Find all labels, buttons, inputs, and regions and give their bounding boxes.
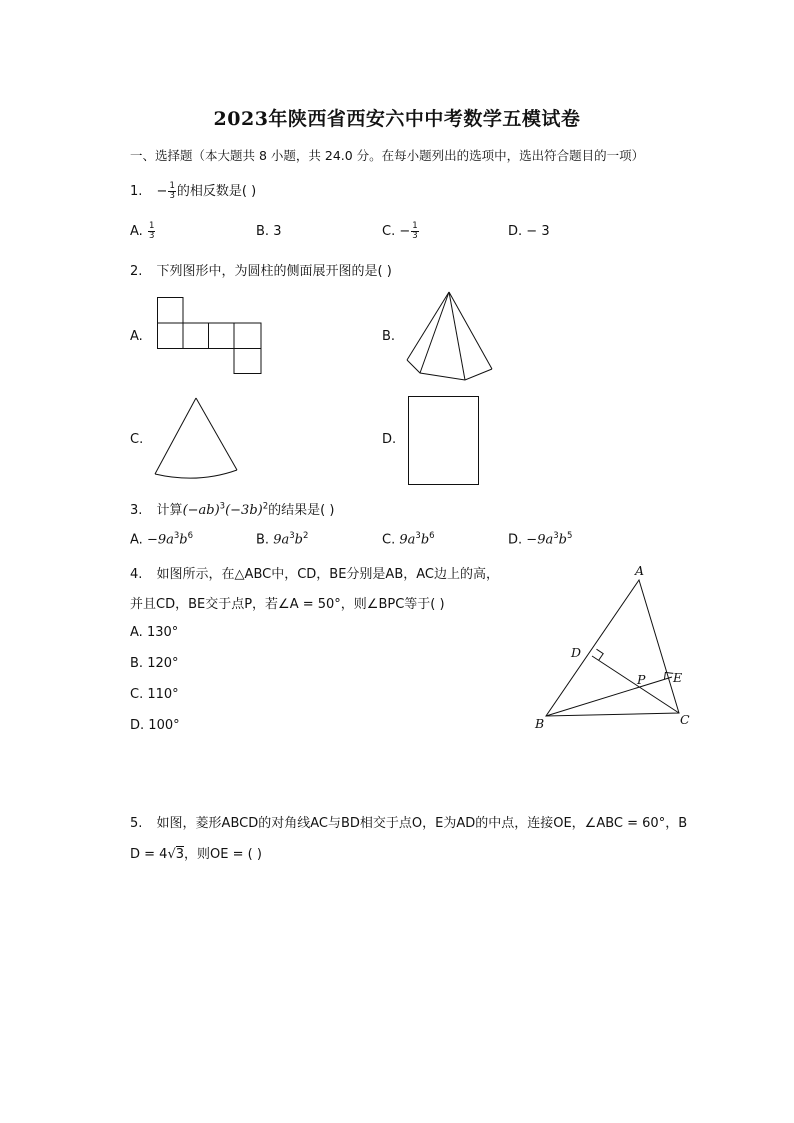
q3-option-a[interactable]: A. $-9a^3b^6$ bbox=[130, 531, 194, 548]
pyramid-net-figure bbox=[405, 290, 495, 382]
page-title: 2023年陕西省西安六中中考数学五模试卷 bbox=[213, 108, 581, 130]
q2-option-c[interactable]: C. bbox=[130, 432, 144, 447]
q2-option-a[interactable]: A. bbox=[130, 329, 143, 344]
question-4-line1: 如图所示，在△ABC中，CD，BE分别是AB，AC边上的高， bbox=[156, 567, 499, 582]
question-1-text: 的相反数是( ) bbox=[176, 184, 257, 199]
vertex-label-d: D bbox=[571, 645, 582, 660]
question-3-text-post: 的结果是( ) bbox=[268, 503, 335, 518]
vertex-label-a: A bbox=[635, 563, 645, 578]
q1-option-c[interactable]: C. − $\frac{1}{3}$ bbox=[382, 221, 418, 241]
q1-option-a[interactable]: A. $\frac{1}{3}$ bbox=[130, 221, 155, 241]
q4-option-d[interactable]: D. 100° bbox=[130, 718, 180, 733]
question-number: 1. bbox=[130, 184, 143, 199]
question-1 bbox=[130, 180, 256, 201]
q2-option-d[interactable]: D. bbox=[382, 432, 397, 447]
section-heading: 一、选择题（本大题共 8 小题，共 24.0 分。在每小题列出的选项中，选出符合题目的一项） bbox=[130, 148, 645, 163]
rectangle-figure bbox=[408, 396, 480, 486]
vertex-label-c: C bbox=[680, 712, 690, 727]
vertex-label-e: E bbox=[673, 670, 683, 685]
question-5 bbox=[130, 812, 687, 831]
vertex-label-p: P bbox=[637, 672, 646, 687]
question-number: 5. bbox=[130, 816, 143, 831]
question-2-text: 下列图形中，为圆柱的侧面展开图的是( ) bbox=[156, 264, 392, 279]
sqrt-symbol: √ bbox=[167, 847, 176, 862]
question-3: 3. 计算$(-ab)^3(-3b)^2$的结果是( ) bbox=[130, 501, 335, 518]
triangle-figure bbox=[530, 560, 700, 740]
q3-option-b[interactable]: B. $9a^3b^2$ bbox=[256, 531, 309, 548]
question-5-line1: 如图，菱形ABCD的对角线AC与BD相交于点O，E为AD的中点，连接OE，∠ABC = 60°，B bbox=[156, 816, 688, 831]
expr-2: (−3b) bbox=[225, 503, 263, 518]
vertex-label-b: B bbox=[535, 716, 545, 731]
question-5-line2: D = 4√3，则OE = ( ) bbox=[130, 847, 262, 862]
fraction: $\frac{1}{3}$ bbox=[412, 221, 418, 241]
q3-option-d[interactable]: D. $-9a^3b^5$ bbox=[508, 531, 573, 548]
question-number: 3. bbox=[130, 503, 143, 518]
expr-1: (−ab) bbox=[182, 503, 220, 518]
fraction: $\frac{1}{3}$ bbox=[169, 181, 175, 201]
question-number: 4. bbox=[130, 567, 143, 582]
sector-figure bbox=[153, 396, 239, 480]
question-1-neg: − bbox=[156, 184, 168, 199]
q2-option-b[interactable]: B. bbox=[382, 329, 396, 344]
q1-option-d[interactable]: D. − 3 bbox=[508, 224, 550, 239]
question-number: 2. bbox=[130, 264, 143, 279]
q4-option-c[interactable]: C. 110° bbox=[130, 687, 179, 702]
sqrt-radicand: 3 bbox=[175, 847, 185, 862]
question-3-text-pre: 计算 bbox=[156, 503, 183, 518]
q1-option-b[interactable]: B. 3 bbox=[256, 224, 282, 239]
q4-option-a[interactable]: A. 130° bbox=[130, 625, 179, 640]
q4-option-b[interactable]: B. 120° bbox=[130, 656, 179, 671]
question-4 bbox=[130, 563, 499, 582]
q3-option-c[interactable]: C. $9a^3b^6$ bbox=[382, 531, 435, 548]
cube-net-figure bbox=[157, 297, 262, 374]
fraction: $\frac{1}{3}$ bbox=[148, 221, 155, 241]
question-2 bbox=[130, 260, 392, 279]
question-4-line2: 并且CD，BE交于点P，若∠A = 50°，则∠BPC等于( ) bbox=[130, 597, 445, 612]
